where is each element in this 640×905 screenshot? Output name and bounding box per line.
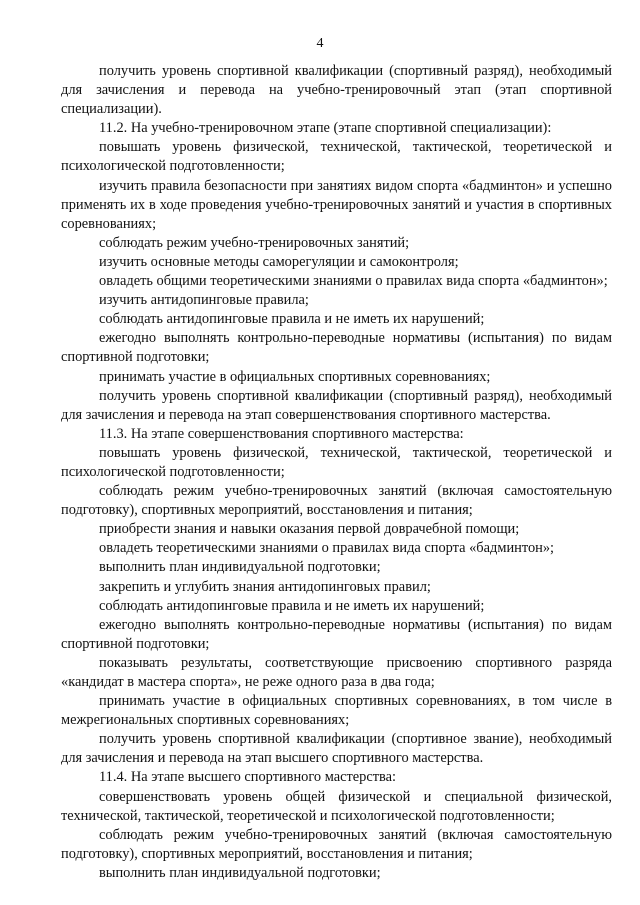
paragraph: изучить основные методы саморегуляции и самоконтроля; [99,253,459,270]
paragraph: соблюдать антидопинговые правила и не иметь их нарушений; [99,311,485,328]
paragraph: изучить правила безопасности при занятиях видом спорта «бадминтон» и успешно применять их в ходе проведения учебно-тренировочных занятий и участия в спортивных соревнованиях; [61,177,612,232]
section-heading-11-4: 11.4. На этапе высшего спортивного мастерства: [99,769,397,786]
paragraph: овладеть общими теоретическими знаниями о правилах вида спорта «бадминтон»; [99,273,608,290]
paragraph: показывать результаты, соответствующие присвоению спортивного разряда «кандидат в мастера спорта», не реже одного раза в два года; [61,654,612,690]
paragraph: приобрести знания и навыки оказания первой доврачебной помощи; [99,521,520,538]
paragraph: соблюдать антидопинговые правила и не иметь их нарушений; [99,597,485,614]
paragraph: ежегодно выполнять контрольно-переводные нормативы (испытания) по видам спортивной подготовки; [61,616,612,652]
paragraph: овладеть теоретическими знаниями о правилах вида спорта «бадминтон»; [99,540,555,557]
paragraph: принимать участие в официальных спортивных соревнованиях; [99,368,491,385]
paragraph: выполнить план индивидуальной подготовки; [99,864,381,881]
document-body [61,62,612,883]
page-number: 4 [316,36,324,51]
paragraph: соблюдать режим учебно-тренировочных занятий (включая самостоятельную подготовку), спортивных мероприятий, восстановления и питания; [61,826,612,862]
paragraph: получить уровень спортивной квалификации (спортивное звание), необходимый для зачисления и перевода на этап высшего спортивного мастерства. [61,731,612,767]
section-heading-11-2: 11.2. На учебно-тренировочном этапе (этапе спортивной специализации): [99,120,552,137]
paragraph: ежегодно выполнять контрольно-переводные нормативы (испытания) по видам спортивной подготовки; [61,330,612,366]
paragraph: соблюдать режим учебно-тренировочных занятий (включая самостоятельную подготовку), спортивных мероприятий, восстановления и питания; [61,483,612,519]
paragraph: изучить антидопинговые правила; [99,292,309,309]
paragraph: повышать уровень физической, технической, тактической, теоретической и психологической подготовленности; [61,444,612,480]
paragraph: соблюдать режим учебно-тренировочных занятий; [99,234,410,251]
paragraph: повышать уровень физической, технической, тактической, теоретической и психологической подготовленности; [61,139,612,175]
paragraph: принимать участие в официальных спортивных соревнованиях, в том числе в межрегиональных спортивных соревнованиях; [61,693,612,729]
paragraph: получить уровень спортивной квалификации (спортивный разряд), необходимый для зачисления и перевода на учебно-тренировочный этап (этап спортивной специализации). [61,63,612,118]
paragraph: выполнить план индивидуальной подготовки; [99,559,381,576]
paragraph: закрепить и углубить знания антидопинговых правил; [99,578,431,595]
section-heading-11-3: 11.3. На этапе совершенствования спортивного мастерства: [99,425,464,442]
paragraph: совершенствовать уровень общей физической и специальной физической, технической, тактической, теоретической и психологической подготовленности; [61,788,612,824]
paragraph: получить уровень спортивной квалификации (спортивный разряд), необходимый для зачисления и перевода на этап совершенствования спортивного мастерства. [61,387,612,423]
